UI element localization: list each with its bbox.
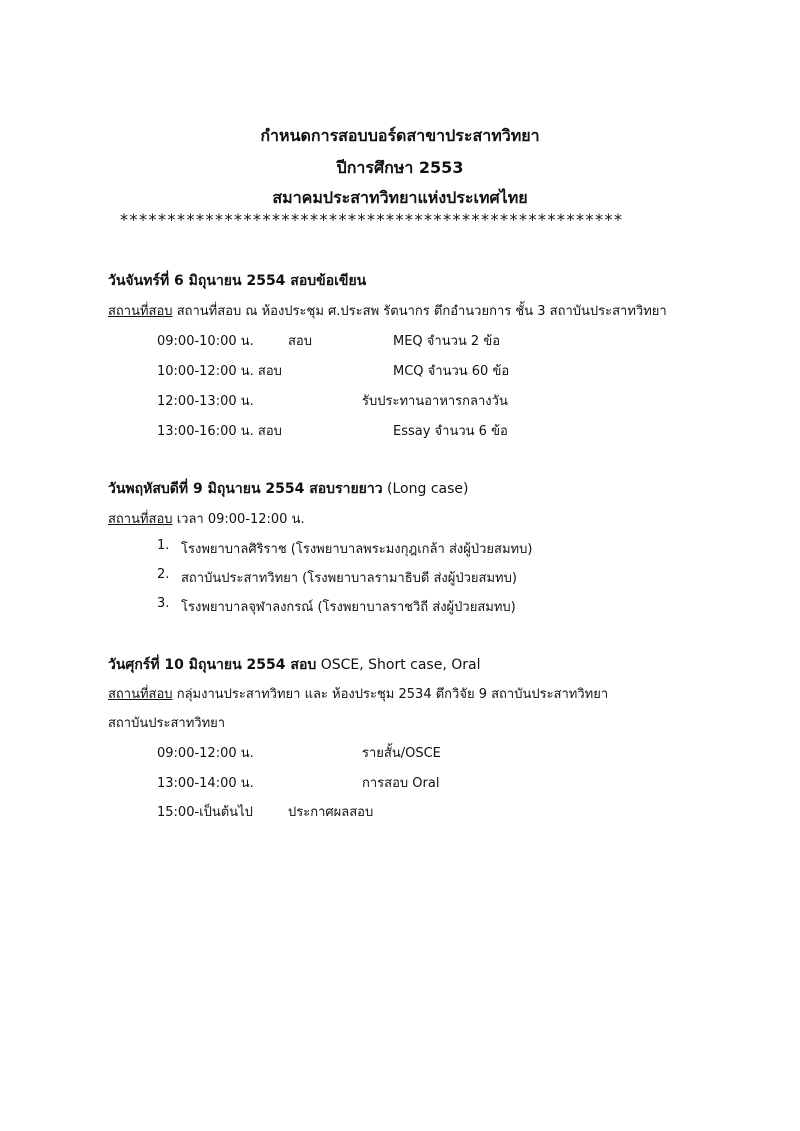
section2-heading-main: วันพฤหัสบดีที่ 9 มิถุนายน 2554 สอบรายยาว xyxy=(108,481,383,497)
s1-row-4-time: 13:00-16:00 น. สอบ xyxy=(157,424,282,439)
section2-heading-sub: (Long case) xyxy=(382,481,469,497)
location-label: สถานที่สอบ xyxy=(108,304,173,319)
s3-row-1-time: 09:00-12:00 น. xyxy=(157,746,254,761)
section2-location xyxy=(108,508,305,529)
s3-row-3-desc: ประกาศผลสอบ xyxy=(288,805,374,820)
s1-row-4-desc: Essay จำนวน 6 ข้อ xyxy=(393,424,508,439)
s2-item-3-num: 3. xyxy=(157,596,170,611)
s3-row-2-time: 13:00-14:00 น. xyxy=(157,776,254,791)
location-text: กลุ่มงานประสาทวิทยา และ ห้องประชุม 2534 ตึกวิจัย 9 สถาบันประสาทวิทยา xyxy=(172,687,609,702)
location-label: สถานที่สอบ xyxy=(108,512,173,527)
section1-location xyxy=(108,300,667,321)
s1-row-2-desc: MCQ จำนวน 60 ข้อ xyxy=(393,364,510,379)
s2-item-1-text: โรงพยาบาลศิริราช (โรงพยาบาลพระมงกุฎเกล้า ส่งผู้ป่วยสมทบ) xyxy=(181,542,533,557)
s1-row-1-time: 09:00-10:00 น. xyxy=(157,334,254,349)
section3-location-line2: สถาบันประสาทวิทยา xyxy=(108,716,226,731)
location-text: สถานที่สอบ ณ ห้องประชุม ศ.ประสพ รัตนากร ตึกอำนวยการ ชั้น 3 สถาบันประสาทวิทยา xyxy=(172,304,667,319)
s1-row-1-desc: MEQ จำนวน 2 ข้อ xyxy=(393,334,501,349)
section3-heading-sub: OSCE, Short case, Oral xyxy=(316,657,481,673)
section3-location xyxy=(108,683,608,704)
star-divider: ***************************************************** xyxy=(120,210,624,229)
academic-year: ปีการศึกษา 2553 xyxy=(336,158,464,177)
s2-item-3-text: โรงพยาบาลจุฬาลงกรณ์ (โรงพยาบาลราชวิถี ส่งผู้ป่วยสมทบ) xyxy=(181,600,516,615)
s3-row-1-desc: รายสั้น/OSCE xyxy=(362,746,441,761)
s2-item-2-num: 2. xyxy=(157,567,170,582)
s3-row-2-desc: การสอบ Oral xyxy=(362,776,440,791)
s3-row-3-time: 15:00-เป็นต้นไป xyxy=(157,805,253,820)
s1-row-1-mid: สอบ xyxy=(288,334,312,349)
s2-item-1-num: 1. xyxy=(157,538,170,553)
organization-name: สมาคมประสาทวิทยาแห่งประเทศไทย xyxy=(272,188,528,207)
location-text: เวลา 09:00-12:00 น. xyxy=(172,512,305,527)
section3-heading xyxy=(108,654,480,676)
section2-heading xyxy=(108,478,468,500)
section1-heading: วันจันทร์ที่ 6 มิถุนายน 2554 สอบข้อเขียน xyxy=(108,273,367,289)
s1-row-3-time: 12:00-13:00 น. xyxy=(157,394,254,409)
s1-row-3-desc: รับประทานอาหารกลางวัน xyxy=(362,394,508,409)
s1-row-2-time: 10:00-12:00 น. สอบ xyxy=(157,364,282,379)
s2-item-2-text: สถาบันประสาทวิทยา (โรงพยาบาลรามาธิบดี ส่งผู้ป่วยสมทบ) xyxy=(181,571,517,586)
location-label: สถานที่สอบ xyxy=(108,687,173,702)
section3-heading-main: วันศุกร์ที่ 10 มิถุนายน 2554 สอบ xyxy=(108,657,317,673)
document-title: กำหนดการสอบบอร์ดสาขาประสาทวิทยา xyxy=(260,126,540,145)
